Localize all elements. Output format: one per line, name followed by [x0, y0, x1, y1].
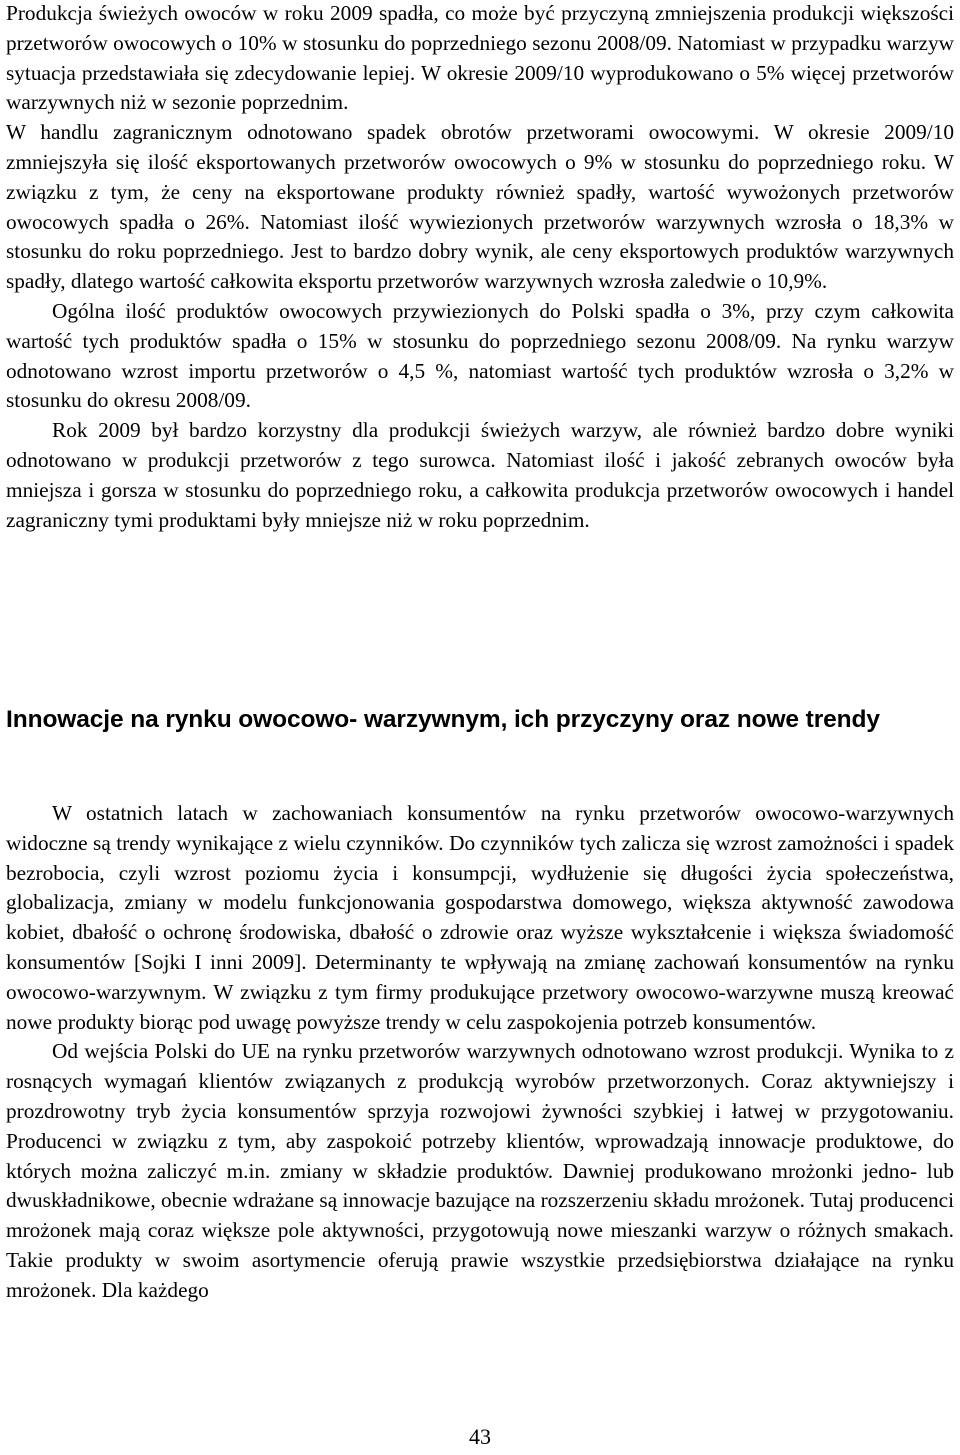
paragraph-production: Produkcja świeżych owoców w roku 2009 spadła, co może być przyczyną zmniejszenia produkcji większości przetworów owocowych o 10% w stosunku do poprzedniego sezonu 2008/09. Natomiast w przypadku warzyw sytuacja przedstawiała się zdecydowanie lepiej. W okresie 2009/10 wyprodukowano o 5% więcej przetworów warzywnych niż w sezonie poprzednim.	[6, 1, 954, 115]
paragraph-year-summary: Rok 2009 był bardzo korzystny dla produkcji świeżych warzyw, ale również bardzo dobre wyniki odnotowano w produkcji przetworów z tego surowca. Natomiast ilość i jakość zebranych owoców była mniejsza i gorsza w stosunku do poprzedniego roku, a całkowita produkcja przetworów owocowych i handel zagraniczny tymi produktami były mniejsze niż w roku poprzednim.	[6, 418, 954, 532]
page-number: 43	[469, 1424, 491, 1449]
paragraph-foreign-trade: W handlu zagranicznym odnotowano spadek obrotów przetworami owocowymi. W okresie 2009/10 zmniejszyła się ilość eksportowanych przetworów owocowych o 9% w stosunku do poprzedniego roku. W związku z tym, że ceny na eksportowane produkty również spadły, wartość wywożonych przetworów owocowych spadła o 26%. Natomiast ilość wywiezionych przetworów warzywnych wzrosła o 18,3% w stosunku do roku poprzedniego. Jest to bardzo dobry wynik, ale ceny eksportowych produktów warzywnych spadły, dlatego wartość całkowita eksportu przetworów warzywnych wzrosła zaledwie o 10,9%.	[6, 120, 954, 294]
paragraph-imports: Ogólna ilość produktów owocowych przywiezionych do Polski spadła o 3%, przy czym całkowita wartość tych produktów spadła o 15% w stosunku do poprzedniego sezonu 2008/09. Na rynku warzyw odnotowano wzrost importu przetworów o 4,5 %, natomiast wartość tych produktów wzrosła o 3,2% w stosunku do okresu 2008/09.	[6, 298, 954, 413]
section-market-summary	[6, 0, 954, 535]
document-page	[6, 0, 954, 1455]
paragraph-product-innovations: Od wejścia Polski do UE na rynku przetworów warzywnych odnotowano wzrost produkcji. Wynika to z rosnących wymagań klientów związanych z produkcją wyrobów przetworzonych. Coraz aktywniejszy i prozdrowotny tryb życia konsumentów sprzyja rozwojowi żywności szybkiej i łatwej w przygotowaniu. Producenci w związku z tym, aby zaspokoić potrzeby klientów, wprowadzają innowacje produktowe, do których można zaliczyć m.in. zmiany w składzie produktów. Dawniej produkowano mrożonki jedno- lub dwuskładnikowe, obecnie wdrażane są innowacje bazujące na rozszerzeniu składu mrożonek. Tutaj producenci mrożonek mają coraz większe pole aktywności, przygotowują nowe mieszanki warzyw o różnych smakach. Takie produkty w swoim asortymencie oferują prawie wszystkie przedsiębiorstwa działające na rynku mrożonek. Dla każdego	[6, 1039, 954, 1302]
section-heading: Innowacje na rynku owocowo- warzywnym, ich przyczyny oraz nowe trendy	[6, 706, 880, 733]
paragraph-consumer-trends: W ostatnich latach w zachowaniach konsumentów na rynku przetworów owocowo-warzywnych widoczne są trendy wynikające z wielu czynników. Do czynników tych zalicza się wzrost zamożności i spadek bezrobocia, czyli wzrost poziomu życia i konsumpcji, wydłużenie się długości życia społeczeństwa, globalizacja, zmiany w modelu funkcjonowania gospodarstwa domowego, większa aktywność zawodowa kobiet, dbałość o ochronę środowiska, dbałość o zdrowie oraz wyższe wykształcenie i większa świadomość konsumentów [Sojki I inni 2009]. Determinanty te wpływają na zmianę zachowań konsumentów na rynku owocowo-warzywnym. W związku z tym firmy produkujące przetwory owocowo-warzywne muszą kreować nowe produkty biorąc pod uwagę powyższe trendy w celu zaspokojenia potrzeb konsumentów.	[6, 801, 954, 1034]
section-innovations	[6, 799, 954, 1306]
